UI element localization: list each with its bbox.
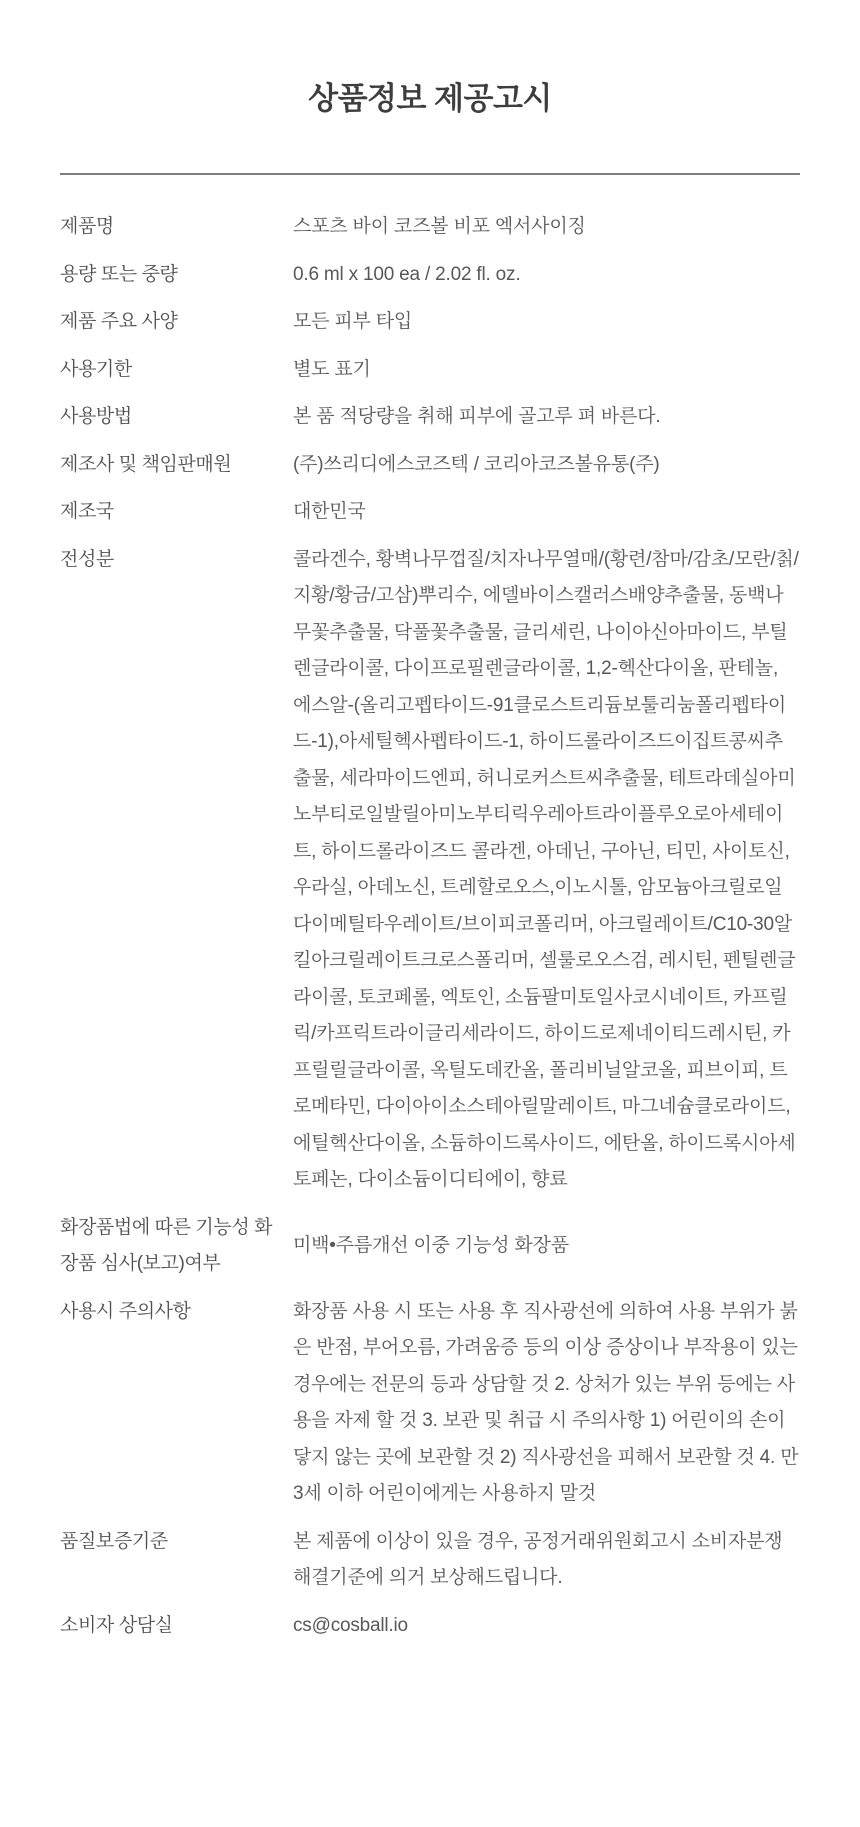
row-value: 미백•주름개선 이중 기능성 화장품 bbox=[293, 1234, 569, 1256]
table-row bbox=[60, 257, 800, 294]
row-label: 품질보증기준 bbox=[60, 1530, 168, 1552]
row-label: 소비자 상담실 bbox=[60, 1614, 173, 1636]
table-row bbox=[60, 1294, 800, 1513]
row-label: 제조사 및 책임판매원 bbox=[60, 453, 232, 475]
row-value: 스포츠 바이 코즈볼 비포 엑서사이징 bbox=[293, 216, 586, 237]
table-row bbox=[60, 1608, 800, 1645]
row-value: 대한민국 bbox=[293, 501, 366, 522]
row-value: 본 제품에 이상이 있을 경우, 공정거래위원회고시 소비자분쟁해결기준에 의거 보상해드립니다. bbox=[293, 1530, 783, 1588]
row-label: 제품명 bbox=[60, 216, 114, 237]
row-label: 제품 주요 사양 bbox=[60, 311, 178, 332]
row-value: (주)쓰리디에스코즈텍 / 코리아코즈볼유통(주) bbox=[293, 453, 660, 475]
row-label: 전성분 bbox=[60, 548, 114, 570]
table-row bbox=[60, 1524, 800, 1597]
row-label: 용량 또는 중량 bbox=[60, 263, 178, 285]
row-label: 화장품법에 따른 기능성 화장품 심사(보고)여부 bbox=[60, 1216, 273, 1274]
table-row bbox=[60, 352, 800, 389]
divider bbox=[60, 173, 800, 175]
page-title: 상품정보 제공고시 bbox=[308, 81, 552, 116]
table-row bbox=[60, 1210, 800, 1283]
row-value: 별도 표기 bbox=[293, 358, 371, 380]
table-row bbox=[60, 399, 800, 436]
table-row bbox=[60, 494, 800, 531]
row-value: 모든 피부 타입 bbox=[293, 311, 413, 332]
table-row bbox=[60, 447, 800, 484]
info-table bbox=[60, 209, 800, 1644]
row-label: 사용기한 bbox=[60, 358, 132, 380]
table-row bbox=[60, 542, 800, 1199]
row-value: cs@cosball.io bbox=[293, 1614, 408, 1636]
row-value: 본 품 적당량을 취해 피부에 골고루 펴 바른다. bbox=[293, 406, 661, 427]
row-label: 제조국 bbox=[60, 501, 114, 522]
row-value: 콜라겐수, 황벽나무껍질/치자나무열매/(황련/참마/감초/모란/칡/지황/황금/고삼)뿌리수, 에델바이스캘러스배양추출물, 동백나무꽃추출물, 닥풀꽃추출물, 글리세린, 나이아신아마이드, 부틸렌글라이콜, 다이프로필렌글라이콜, 1,2-헥산다이올, 판테놀, 에스알-(올리고펩타이드-91클로스트리듐보툴리눔폴리펩타이드-1),아세틸헥사펩타이드-1, 하이드롤라이즈드이집트콩씨추출물, 세라마이드엔피, 허니로커스트씨추출물, 테트라데실아미노부티로일발릴아미노부티릭우레아트라이플루오로아세테이트, 하이드롤라이즈드 콜라겐, 아데닌, 구아닌, 티민, 사이토신, 우라실, 아데노신, 트레할로오스,이노시톨, 암모늄아크릴로일다이메틸타우레이트/브이피코폴리머, 아크릴레이트/C10-30알킬아크릴레이트크로스폴리머, 셀룰로오스검, 레시틴, 펜틸렌글라이콜, 토코페롤, 엑토인, 소듐팔미토일사코시네이트, 카프릴릭/카프릭트라이글리세라이드, 하이드로제네이티드레시틴, 카프릴릴글라이콜, 옥틸도데칸올, 폴리비닐알코올, 피브이피, 트로메타민, 다이아이소스테아릴말레이트, 마그네슘클로라이드, 에틸헥산다이올, 소듐하이드록사이드, 에탄올, 하이드록시아세토페논, 다이소듐이디티에이, 향료 bbox=[293, 548, 799, 1190]
row-label: 사용시 주의사항 bbox=[60, 1300, 191, 1322]
table-row bbox=[60, 209, 800, 246]
row-label: 사용방법 bbox=[60, 406, 132, 427]
row-value: 0.6 ml x 100 ea / 2.02 fl. oz. bbox=[293, 263, 521, 285]
row-value: 화장품 사용 시 또는 사용 후 직사광선에 의하여 사용 부위가 붉은 반점, 부어오름, 가려움증 등의 이상 증상이나 부작용이 있는 경우에는 전문의 등과 상담할 것 2. 상처가 있는 부위 등에는 사용을 자제 할 것 3. 보관 및 취급 시 주의사항 1) 어린이의 손이 닿지 않는 곳에 보관할 것 2) 직사광선을 피해서 보관할 것 4. 만 3세 이하 어린이에게는 사용하지 말것 bbox=[293, 1300, 799, 1504]
table-row bbox=[60, 304, 800, 341]
